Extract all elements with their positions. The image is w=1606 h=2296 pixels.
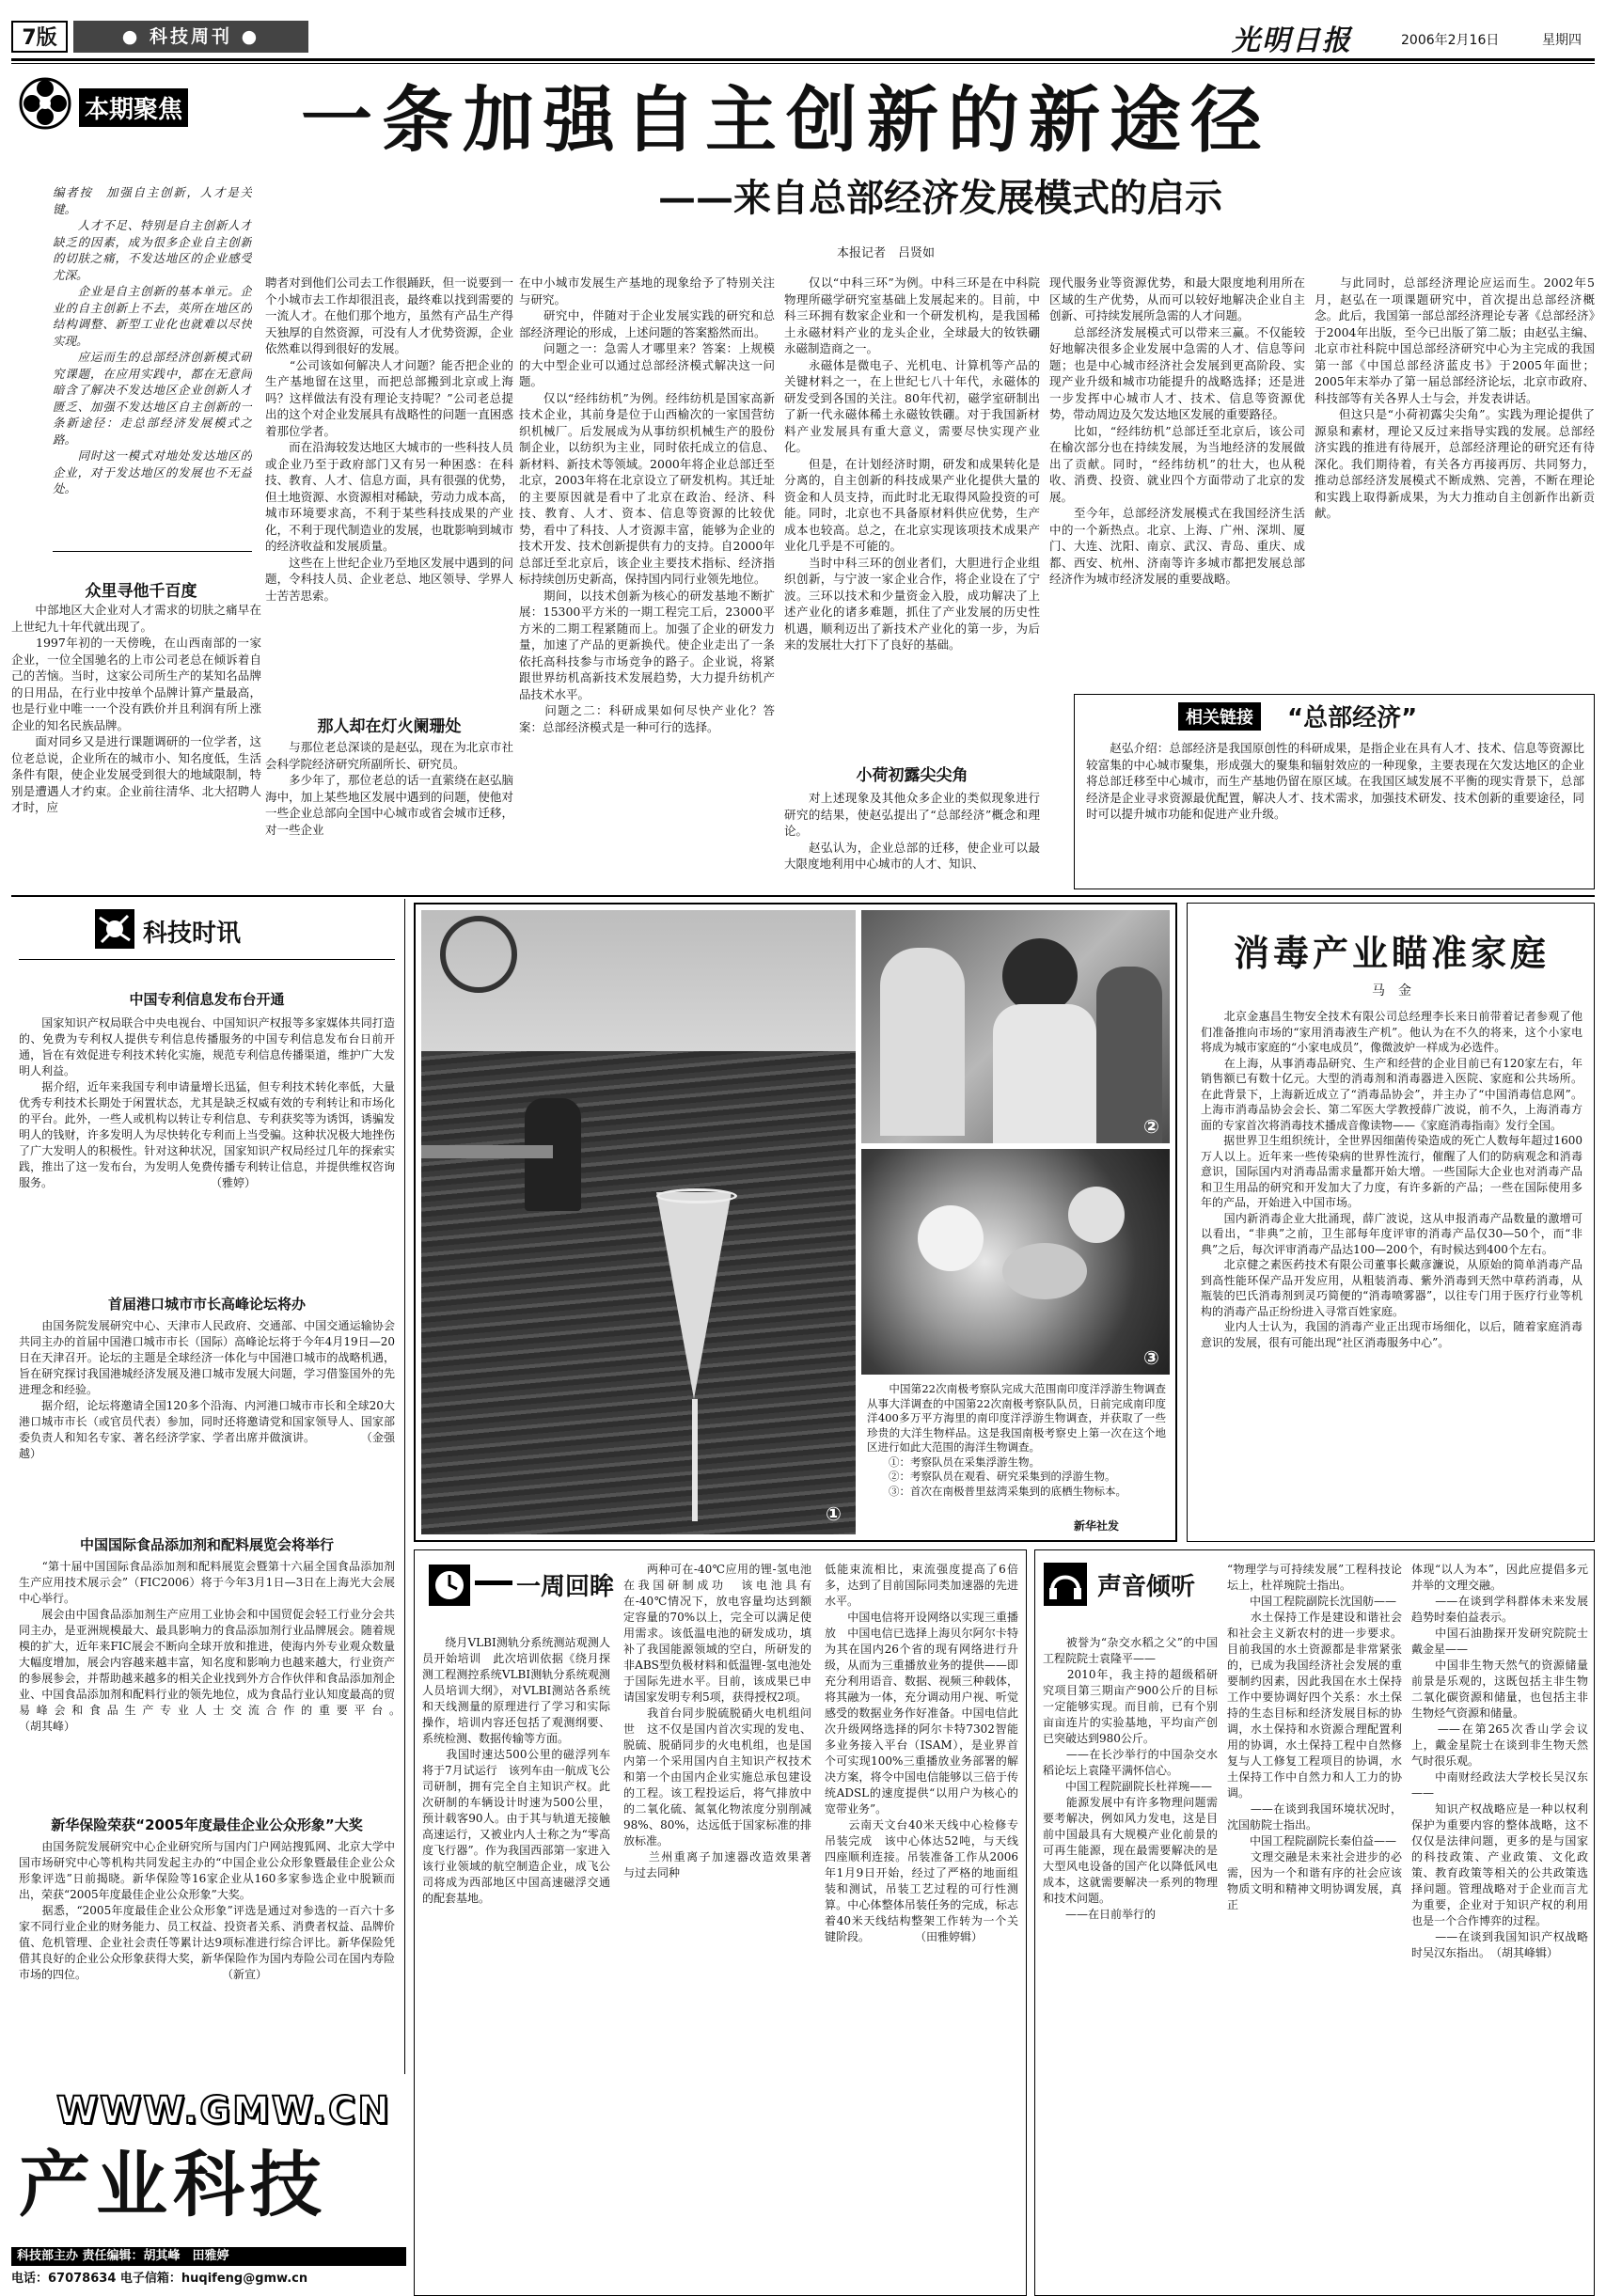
brief-title-1: 中国专利信息发布台开通 xyxy=(129,991,285,1008)
masthead-rule-thin xyxy=(11,63,1595,64)
brief-title-3: 中国国际食品添加剂和配料展览会将举行 xyxy=(79,1536,334,1553)
weekly-review xyxy=(414,1549,1027,2296)
disinfection-title: 消毒产业瞄准家庭 xyxy=(1233,932,1550,974)
issue-weekday: 星期四 xyxy=(1542,33,1582,48)
voice-col-3: 体现“以人为本”，因此应提倡多元并举的文理交融。 ——在谈到学科群体未来发展趋势时秦伯益表示。 中国石油勘探开发研究院院士戴金星—— 中国非生物天然气的资源储量前景是乐观的，这既包括主非生物二氧化碳资源和储量，也包括主非生物烃气资源和储量。 ——在第265次香山学会议上，戴金星院士在谈到非生物天然气时很乐观。 中南财经政法大学校长吴汉东—— 知识产权战略应是一种以权利保护为重要内容的整体战略，这不仅仅是法律问题，更多的是与国家的科技政策、产业政策、文化政策、教育政策等相关的公共政策选择问题。管理战略对于企业而言尤为重要，企业对于知识产权的利用也是一个合作博弈的过程。 ——在谈到我国知识产权战略时吴汉东指出。 （胡其峰辑） xyxy=(1411,1563,1588,1959)
related-link-title: “总部经济” xyxy=(1287,704,1418,732)
brief-rule xyxy=(19,959,395,960)
feature-col-4: 仅以“中科三环”为例。中科三环是在中科院物理所磁学研究室基础上发展起来的。目前，中科三环拥有数家企业和一个研发机构，是我国稀土永磁材料产业的龙头企业，全球最大的钕铁硼永磁制造商之一。 永磁体是微电子、光机电、计算机等产品的关键材料之一，在上世纪七八十年代，永磁体的研发受到各国的关注。80年代初，磁学室研制出了新一代永磁体稀土永磁钕铁硼。对于我国新材料产业发展具有重大意义，需要尽快实现产业化。 但是，在计划经济时期，研发和成果转化是分离的，自主创新的科技成果产业化提供大量的资金和人员支持，而此时北无取得风险投资的可能。同时，北京也不具备原材料供应优势，生产成本也较高。总之，在北京实现该项技术成果产业化几乎是不可能的。 当时中科三环的创业者们，大胆进行企业组织创新，与宁波一家企业合作，将企业设在了宁波。三环以技术和少量资金入股，成功解决了上述产业化的诸多难题，抓住了产业发展的历史性机遇，顺利迈出了新技术产业化的第一步，为后来的发展壮大打下了良好的基础。 xyxy=(784,275,1040,652)
weekly-col-2: 两种可在-40℃应用的锂-氢电池在我国研制成功 该电池具有在-40℃情况下，放电容量均达到额定容量的70%以上，完全可以满足使用需求。该低温电池的研发成功，填补了我国能源领域的空白，所研发的非ABS型负极材料和低温锂-氢电池处于国际先进水平。目前，该成果已申请国家发明专利5项，获得授权2项。 我首台同步脱硫脱硝火电机组问世 这不仅是国内首次实现的发电、脱硫、脱硝同步的火电机组，也是国内第一个采用国内自主知识产权技术和第一个由国内企业实施总承包建设的工程。该工程投运后，将气排放中的二氧化硫、氮氧化物浓度分别削减98%、80%，达远低于国家标准的排放标准。 兰州重离子加速器改造效果著 与过去同种 xyxy=(623,1563,811,1879)
related-link-body: 赵弘介绍：总部经济是我国原创性的科研成果，是指企业在具有人才、技术、信息等资源比较富集的中心城市聚集，形成强大的聚集和辐射效应的一种现象，主要表现在欠发达地区的企业将总部迁移至中心城市，而生产基地仍留在原区域。在我国区域发展不平衡的现实背景下，总部经济是企业寻求资源最优配置，解决人才、技术需求，加强技术研发、技术创新的重要途径，同时可以提升城市功能和促进产业升级。 xyxy=(1086,741,1584,821)
issue-date: 2006年2月16日 xyxy=(1401,33,1500,48)
feature-col-4b: 对上述现象及其他众多企业的类似现象进行研究的结果，使赵弘提出了“总部经济”概念和理论。 赵弘认为，企业总部的迁移，使企业可以最大限度地利用中心城市的人才、知识、 xyxy=(784,791,1040,871)
feature-title: 一条加强自主创新的新途径 xyxy=(301,78,1271,162)
editor-note-divider xyxy=(53,551,252,552)
contact-line: 电话：67078634 电子信箱：huqifeng@gmw.cn xyxy=(11,2272,308,2286)
section-rule-1 xyxy=(11,895,1595,897)
brief-body-4: 由国务院发展研究中心企业研究所与国内门户网站搜狐网、北京大学中国市场研究中心等机构共同发起主办的“中国企业公众形象暨最佳企业公众形象评选”日前揭晓。新华保险等16家企业从160多家参选企业中脱颖而出，荣获“2005年度最佳企业公众形象”大奖。 据悉，“2005年度最佳企业公众形象”评选是通过对参选的一百六十多家不同行业企业的财务能力、员工权益、投资者关系、消费者权益、品牌价值、危机管理、企业社会责任等累计达9项标准进行综合评比。新华保险凭借其良好的企业公众形象获得大奖，新华保险作为国内寿险公司在国内寿险市场的四位。 （新宣） xyxy=(19,1840,395,1981)
photo-caption: 中国第22次南极考察队完成大范围南印度洋浮游生物调查 从事大洋调查的中国第22次南极考察队队员，日前完成南印度洋400多万平方海里的南印度洋浮游生物调查，并获取了一些珍贵的大洋生物样品。这是我国南极考察史上第一次在这个地区进行如此大范围的海洋生物调查。 ①：考察队员在采集浮游生物。 ②：考察队员在观看、研究采集到的浮游生物。 ③：首次在南极普里兹湾采集到的底栖生物标本。 xyxy=(867,1382,1166,1498)
brief-body-2: 由国务院发展研究中心、天津市人民政府、交通部、中国交通运输协会共同主办的首届中国港口城市市长（国际）高峰论坛将于今年4月19日—20日在天津召开。论坛的主题是全球经济一体化与中国港口城市的战略机遇，旨在研究探讨我国港城经济发展及港口城市发展大问题，学习借鉴国外的先进理念和经验。 据介绍，论坛将邀请全国120多个沿海、内河港口城市市长和全球20大港口城市市长（或官员代表）参加，同时还将邀请党和国家领导人、国家部委负责人和知名专家、著名经济学家、学者出席并做演讲。 （金强越） xyxy=(19,1319,395,1460)
feature-byline: 本报记者 吕贤如 xyxy=(837,246,936,260)
photo-mark-1: ① xyxy=(826,1502,842,1525)
photo-mark-2: ② xyxy=(1143,1115,1159,1138)
headphone-icon xyxy=(1043,1562,1088,1607)
brief-logo xyxy=(94,908,320,955)
weekly-col-1: 绕月VLBI测轨分系统测站观测人员开始培训 此次培训依据《绕月探测工程测控系统VLBI测轨分系统观测人员培训大纲》，对VLBI测站各系统和天线测量的原理进行了学习和实际操作，培训内容还包括了观测纲要、系统检测、数据传输等方面。 我国时速达500公里的磁浮列车将于7月试运行 该列车由一航成飞公司研制，拥有完全自主知识产权。此次研制的车辆设计时速为500公里，预计载客90人。由于其与轨道无接触高速运行，又被业内人士称之为“零高度飞行器”。作为我国西部第一家进入该行业领域的航空制造企业，成飞公司将成为西部地区中国高速磁浮交通的配套基地。 xyxy=(422,1636,610,1905)
disinfection-author: 马 金 xyxy=(1372,983,1411,999)
site-url: WWW.GMW.CN xyxy=(56,2089,391,2132)
column-divider-left xyxy=(404,899,405,2074)
feature-col-2b: 与那位老总深谈的是赵弘，现在为北京市社会科学院经济研究所副所长、研究员。 多少年了，那位老总的话一直萦绕在赵弘脑海中，加上某些地区发展中遇到的问题，使他对一些企业总部向全国中心城市或省会城市迁移，对一些企业 xyxy=(265,740,513,837)
section-title: 产业科技 xyxy=(19,2143,327,2226)
photo-credit: 新华社发 xyxy=(1074,1519,1120,1533)
voice-label: 声音倾听 xyxy=(1097,1573,1196,1601)
photo-sea-sampling xyxy=(421,910,856,1534)
brief-body-1: 国家知识产权局联合中央电视台、中国知识产权报等多家媒体共同打造的、免费为专利权人提供专利信息传播服务的中国专利信息发布台日前开通，旨在有效促进专利技术转化实施，规范专利信息传播渠道，维护广大发明人利益。 据介绍，近年来我国专利申请量增长迅猛，但专利技术转化率低，大量优秀专利技术长期处于闲置状态，尤其是缺乏权威有效的专利转让和市场化的平台。此外，一些人或机构以转让专利信息、专利获奖等为诱饵，诱骗发明人的钱财，许多发明人为尽快转化专利而上当受骗。这种状况极大地挫伤了广大发明人的积极性。针对这种状况，国家知识产权局经过几年的探索实践，推出了这一发布台，为发明人免费传播专利转让信息，并提供维权咨询服务。 （雅婷） xyxy=(19,1016,395,1189)
photo-mark-3: ③ xyxy=(1143,1346,1159,1369)
paper-name: 光明日报 xyxy=(1232,24,1352,57)
feature-col-6: 与此同时，总部经济理论应运而生。2002年5月，赵弘在一项课题研究中，首次提出总部经济概念。此后，我国第一部总部经济理论专著《总部经济》于2004年出版，至今已出版了第二版；由赵弘主编、北京市社科院中国总部经济研究中心为主完成的我国第一部《中国总部经济蓝皮书》于2005年面世；2005年末举办了第一届总部经济论坛，北京市政府、科技部等有关各界人士与会，并发表讲话。 但这只是“小荷初露尖尖角”。实践为理论提供了源泉和素材，理论又反过来指导实践的发展。总部经济实践的推进有待展开，总部经济理论的研究还有待深化。我们期待着，有关各方再接再厉、共同努力，推动总部经济发展模式不断成熟、完善，不断在理论和实践上取得新成果，为大力推动自主创新作出新贡献。 xyxy=(1315,275,1595,520)
editor-note: 编者按 加强自主创新，人才是关键。 人才不足、特别是自主创新人才缺乏的因素，成为很多企业自主创新的切肤之痛，不发达地区的企业感受尤深。 企业是自主创新的基本单元。企业的自主创新上不去，英所在地区的结构调整、新型工业化也就难以尽快实现。 应运而生的总部经济创新模式研究课题，在应用实践中，都在无意间暗含了解决不发达地区企业创新人才匮乏、加强不发达地区自主创新的一条新途径：走总部经济发展模式之路。 同时这一模式对地处发达地区的企业，对于发达地区的发展也不无益处。 xyxy=(53,185,252,495)
photo-specimens xyxy=(861,1149,1170,1375)
masthead-rule xyxy=(11,58,1595,61)
feature-col-5: 现代服务业等资源优势，和最大限度地利用所在区域的生产优势，从而可以较好地解决企业自主创新、可持续发展所急需的人才问题。 总部经济发展模式可以带来三赢。不仅能较好地解决很多企业发展中急需的人才、信息等问题；也是中心城市经济社会发展到更高阶段、实现产业升级和城市功能提升的战略选择；还是进一步发挥中心城市人才、技术、信息等资源优势，带动周边及欠发达地区发展的重要路径。 比如，“经纬纺机”总部迁至北京后，该公司在榆次部分也在持续发展，为当地经济的发展做出了贡献。同时，“经纬纺机”的壮大，也从税收、消费、投资、就业四个方面带动了北京的发展。 至今年，总部经济发展模式在我国经济生活中的一个新热点。北京、上海、广州、深圳、厦门、大连、沈阳、南京、武汉、青岛、重庆、成都、西安、杭州、济南等许多城市都把发展总部经济作为城市经济发展的重要战略。 xyxy=(1049,275,1305,586)
satellite-icon xyxy=(94,908,135,950)
flower-logo-icon xyxy=(17,75,73,135)
weekly-label: 一周回眸 xyxy=(516,1573,615,1601)
editors-line: 科技部主办 责任编辑：胡其峰 田雅婷 xyxy=(11,2247,406,2266)
voice-col-2: “物理学与可持续发展”工程科技论坛上，杜祥琬院士指出。 中国工程院副院长沈国舫—— 水土保持工作是建设和谐社会和社会主义新农村的进一步要求。目前我国的水土资源都是非常紧张的，已成为我国经济社会发展的重要制约因素，因此我国在水土保持工作中要协调好四个关系：水土保持的生态目标和经济发展目标的协调，水土保持和水资源合理配置利用的协调，水土保持工程中自然修复与人工修复工程项目的协调，水土保持工作中自然力和人工力的协调。 ——在谈到我国环境状况时，沈国舫院士指出。 中国工程院副院长秦伯益—— 文理交融是未来社会进步的必需，因为一个和谐有序的社会应该物质文明和精神文明协调发展，真正 xyxy=(1227,1563,1402,1911)
feature-col-3: 在中小城市发展生产基地的现象给予了特别关注与研究。 研究中，伴随对于企业发展实践的研究和总部经济理论的形成，上述问题的答案豁然而出。 问题之一：急需人才哪里来？答案：上规模的大中型企业可以通过总部经济模式解决这一问题。 仅以“经纬纺机”为例。经纬纺机是国家高新技术企业，其前身是位于山西榆次的一家国营纺织机械厂。后发展成为从事纺织机械生产的股份制企业，以纺织为主业，同时依托成立的信息、新材料、新技术等领域。2000年将企业总部迁至北京，2003年将在北京设立了研发机构。其迁址的主要原因就是看中了北京在政治、经济、科技、教育、人才、资本、信息等资源的比较优势，看中了科技、人才资源丰富，能够为企业的技术开发、技术创新提供有力的支持。自2000年总部迁至北京后，该企业主要技术指标、经济指标持续创历史新高，保持国内同行业领先地位。 期间，以技术创新为核心的研发基地不断扩展：15300平方米的一期工程完工后，23000平方米的二期工程紧随而上。加强了企业的研发力量，加速了产品的更新换代。使企业走出了一条依托高科技参与市场竞争的路子。企业说，将紧跟世界纺机高新技术发展趋势，大力提升纺机产品技术水平。 问题之二：科研成果如何尽快产业化？答案：总部经济模式是一种可行的选择。 xyxy=(519,275,775,734)
clock-icon xyxy=(428,1564,471,1607)
section-label: ● 科技周刊 ● xyxy=(73,21,308,53)
brief-label: 科技时讯 xyxy=(143,920,242,948)
voice-logo xyxy=(1043,1560,1231,1612)
feature-col-1: 中部地区大企业对人才需求的切肤之痛早在上世纪九十年代就出现了。 1997年初的一天傍晚，在山西南部的一家企业，一位全国驰名的上市公司老总在倾诉着自己的苦恼。当时，这家公司所生产的某知名品牌的日用品，在行业中按单个品牌计算产量最高，也是行业中唯一一个没有跌价并且利润有所上涨企业的知名民族品牌。 面对同乡又是进行课题调研的一位学者，这位老总说，企业所在的城市小、知名度低，生活条件有限，使企业发展受到很大的地域限制，特别是遭遇人才约束。企业前往清华、北大招聘人才时，应 xyxy=(11,603,261,814)
subhead-1: 众里寻他千百度 xyxy=(85,582,197,601)
subhead-3: 小荷初露尖尖角 xyxy=(856,766,968,785)
feature-col-2: 聘者对到他们公司去工作很踊跃，但一说要到一个小城市去工作却很沮丧，最终难以找到需要的一流人才。在他们那个地方，虽然有产品生产得天独厚的自然资源，可没有人才优势资源，企业依然难以得到很好的发展。 “公司该如何解决人才问题？能否把企业的生产基地留在这里，而把总部搬到北京或上海吗？这样做法有没有理论支持呢？”公司老总提出的这个对企业发展具有战略性的问题一直困惑着那位学者。 而在沿海较发达地区大城市的一些科技人员或企业乃至于政府部门又有另一种困惑：在科技、教育、人才、信息方面，具有很强的优势，但土地资源、水资源相对稀缺，劳动力成本高，城市环境要求高，不利于某些科技成果的产业化，不利于现代制造业的发展，也耽影响到城市的经济收益和发展质量。 这些在上世纪企业乃至地区发展中遇到的问题，令科技人员、企业老总、地区领导、学界人士苦苦思索。 xyxy=(265,275,513,603)
voice-section xyxy=(1034,1549,1595,2296)
subhead-2: 那人却在灯火阑珊处 xyxy=(317,717,462,736)
related-link-box xyxy=(1074,694,1595,889)
page-number: 7版 xyxy=(11,21,68,53)
focus-logo xyxy=(17,75,224,141)
brief-body-3: “第十届中国国际食品添加剂和配料展览会暨第十六届全国食品添加剂生产应用技术展示会”（FIC2006）将于今年3月1日—3日在上海光大会展中心举行。 展会由中国食品添加剂生产应用工业协会和中国贸促会轻工行业分会共同主办，是亚洲规模最大、最具影响力的食品添加剂行业品牌展会。随着规模的扩大，近年来FIC展会不断向全球开放和推进，使海内外专业观众数量大幅度增加，展会内容越来越丰富，知名度和影响力也越来越大，行业资产的参展参会，并帮助越来越多的相关企业找到外方合作伙伴和食品添加剂企业、中国食品添加剂和配料行业的领先地位，成为食品行业认知度最高的贸易峰会和食品生产专业人士交流合作的重要平台。 （胡其峰） xyxy=(19,1560,395,1733)
disinfection-article xyxy=(1187,903,1595,1542)
brief-title-2: 首届港口城市市长高峰论坛将办 xyxy=(107,1296,306,1313)
disinfection-body: 北京金惠昌生物安全技术有限公司总经理李长来日前带着记者参观了他们准备推向市场的“家用消毒液生产机”。他认为在不久的将来，这个小家电将成为城市家庭的“小家电成员”，像微波炉一样成为必选件。 在上海，从事消毒品研究、生产和经营的企业目前已有120家左右，年销售额已有数十亿元。大型的消毒剂和消毒器进入医院、家庭和公共场所。在此背景下，上海新近成立了“消毒品协会”，并主办了“中国消毒信息网”。上海市消毒品协会会长、第二军医大学教授薛广波说，前不久，上海消毒方面的专家首次将消毒技术播成音像读物——《家庭消毒指南》发行全国。 据世界卫生组织统计，全世界因细菌传染造成的死亡人数每年超过1600万人以上。近年来一些传染病的世界性流行，催醒了人们的防病观念和消毒意识，国际国内对消毒品需求量都开始大增。一些国际大企业也对消毒产品和卫生用品的研究和开发加大了力度，有许多新的产品；一些在国际使用多年的产品，开始进入中国市场。 国内新消毒企业大批涌现，薛广波说，这从申报消毒产品数量的激增可以看出，“非典”之前，卫生部每年度评审的消毒产品仅30—50个，而“非典”之后，每次评审消毒产品达100—200个，有时候达到400个左右。 北京健之素医药技术有限公司董事长戴彦濂说，从原始的简单消毒产品到高性能环保产品开发应用，从粗装消毒、紫外消毒到天然中草药消毒，从瓶装的巴氏消毒剂到灵巧简便的“消毒喷雾器”，以往专门用于医疗行业等机构的消毒产品正纷纷进入寻常百姓家庭。 业内人士认为，我国的消毒产业正出现市场细化，以后，随着家庭消毒意识的发展，很有可能出现“社区消毒服务中心”。 xyxy=(1201,1010,1582,1349)
weekly-col-3: 低能束流相比，束流强度提高了6倍多，达到了目前国际同类加速器的先进水平。 中国电信将开设网络以实现三重播放 中国电信已选择上海贝尔阿尔卡特为其在国内26个省的现有网络进行升级，从而为三重播放业务的提供——即充分利用语音、数据、视频三种载体，将其融为一体，充分调动用户视、听觉感受的数据业务作好准备。中国电信此次升级网络选择的阿尔卡特7302智能多业务接入平台（ISAM），是业界首个可实现100%三重播放业务部署的解决方案，将令中国电信能够以三倍于传统ADSL的速度提供“以用户为核心的宽带业务”。 云南天文台40米天线中心检修专吊装完成 该中心体达52吨，与天线四座顺利连接。吊装准备工作从2006年1月9日开始，经过了严格的地面组装和测试，吊装工艺过程的可行性测算。中心体整体吊装任务的完成，标志着40米天线结构整架工作转为一个关键阶段。 （田雅婷辑） xyxy=(825,1563,1018,1943)
weekly-logo xyxy=(428,1560,653,1612)
brief-title-4: 新华保险荣获“2005年度最佳企业公众形象”大奖 xyxy=(51,1816,363,1833)
focus-logo-label: 本期聚焦 xyxy=(79,88,188,127)
photo-researchers xyxy=(861,910,1170,1143)
related-link-label: 相关链接 xyxy=(1178,702,1261,731)
photo-block xyxy=(414,903,1177,1542)
feature-subtitle: ——来自总部经济发展模式的启示 xyxy=(658,176,1222,220)
voice-col-1: 被誉为“杂交水稻之父”的中国工程院院士袁隆平—— 2010年，我主持的超级稻研究项目第三期亩产900公斤的目标一定能够实现。而目前，已有个别亩亩连片的实验基地，平均亩产创已突破达到980公斤。 ——在长沙举行的中国杂交水稻论坛上袁隆平满怀信心。 中国工程院副院长杜祥琬—— 能源发展中有许多物理问题需要考解决，例如风力发电，这是目前中国最具有大规模产业化前景的可再生能源，现在最需要解决的是大型风电设备的国产化以降低风电成本，这就需要解决一系列的物理和技术问题。 ——在日前举行的 xyxy=(1043,1636,1218,1921)
